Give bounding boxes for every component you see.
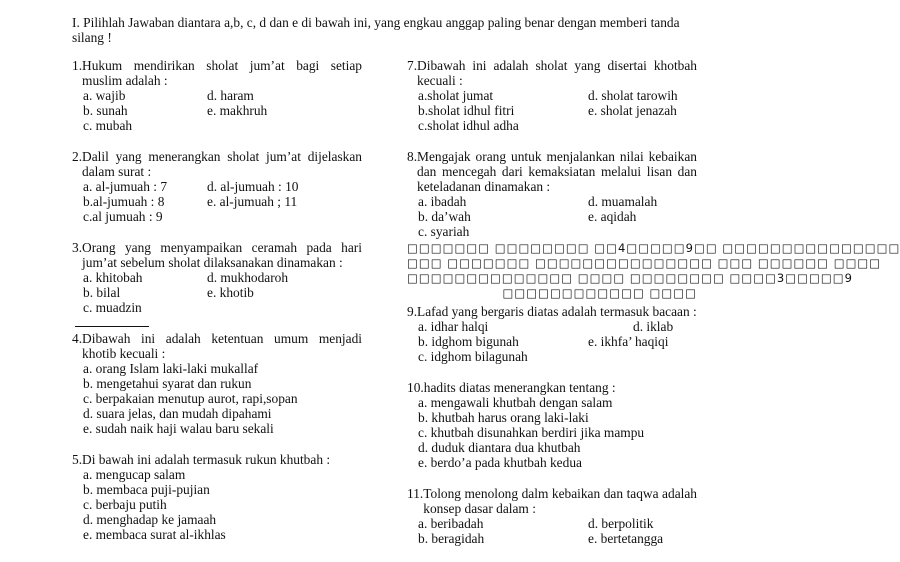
option-b[interactable]: b. bilal xyxy=(83,285,121,300)
option-b[interactable]: b.sholat idhul fitri xyxy=(418,103,515,118)
question-number: 11. xyxy=(407,486,424,501)
arabic-line: □□□ □□□□□□□ □□□□□□□□□□□□□□□ □□□ □□□□□□ □□□□ xyxy=(407,256,882,270)
option-b[interactable]: b. membaca puji-pujian xyxy=(83,482,210,497)
option-e[interactable]: e. aqidah xyxy=(588,209,637,224)
option-e[interactable]: e. khotib xyxy=(207,285,254,300)
instruction: I. Pilihlah Jawaban diantara a,b, c, d dan e di bawah ini, yang engkau anggap paling benar dengan memberi tanda silang ! xyxy=(72,15,680,45)
question-number: 3. xyxy=(72,240,83,255)
question-2 xyxy=(72,149,362,224)
option-a[interactable]: a. mengawali khutbah dengan salam xyxy=(418,395,613,410)
question-8 xyxy=(407,149,697,239)
arabic-line: □□□□□□□□□□□□□□ □□□□ □□□□□□□□ □□□□3□□□□□9 xyxy=(407,271,853,285)
option-a[interactable]: a. beribadah xyxy=(418,516,484,531)
option-c[interactable]: c. berpakaian menutup aurot, rapi,sopan xyxy=(83,391,298,406)
option-c[interactable]: c. muadzin xyxy=(83,300,142,315)
question-9 xyxy=(407,304,697,364)
option-b[interactable]: b. khutbah harus orang laki-laki xyxy=(418,410,589,425)
option-b[interactable]: b. idghom bigunah xyxy=(418,334,519,349)
question-text: hadits diatas menerangkan tentang : xyxy=(423,380,616,395)
answer-mark-line xyxy=(75,326,149,327)
option-a[interactable]: a. ibadah xyxy=(418,194,467,209)
option-a[interactable]: a. khitobah xyxy=(83,270,143,285)
question-10 xyxy=(407,380,697,470)
option-c[interactable]: c.al jumuah : 9 xyxy=(83,209,163,224)
question-number: 1. xyxy=(72,58,83,73)
question-number: 10. xyxy=(407,380,424,395)
option-a[interactable]: a. wajib xyxy=(83,88,126,103)
option-a[interactable]: a. al-jumuah : 7 xyxy=(83,179,168,194)
option-a[interactable]: a. mengucap salam xyxy=(83,467,186,482)
option-d[interactable]: d. duduk diantara dua khutbah xyxy=(418,440,581,455)
option-d[interactable]: d. al-jumuah : 10 xyxy=(207,179,299,194)
option-d[interactable]: d. berpolitik xyxy=(588,516,654,531)
option-b[interactable]: b. sunah xyxy=(83,103,128,118)
arabic-hadith-text xyxy=(407,241,900,301)
question-7 xyxy=(407,58,697,133)
question-text: Dibawah ini adalah ketentuan umum menjadi khotib kecuali : xyxy=(82,331,362,361)
option-e[interactable]: e. al-jumuah ; 11 xyxy=(207,194,298,209)
option-a[interactable]: a. orang Islam laki-laki mukallaf xyxy=(83,361,259,376)
option-c[interactable]: c.sholat idhul adha xyxy=(418,118,519,133)
option-b[interactable]: b. da’wah xyxy=(418,209,471,224)
question-4 xyxy=(72,331,362,436)
arabic-line: □□□□□□□ □□□□□□□□ □□4□□□□□9□□ □□□□□□□□□□□□□□□ xyxy=(407,241,900,255)
option-e[interactable]: e. ikhfa’ haqiqi xyxy=(588,334,669,349)
question-1 xyxy=(72,58,362,133)
option-e[interactable]: e. makhruh xyxy=(207,103,268,118)
question-3 xyxy=(72,240,362,315)
option-b[interactable]: b. beragidah xyxy=(418,531,485,546)
option-d[interactable]: d. sholat tarowih xyxy=(588,88,678,103)
option-d[interactable]: d. menghadap ke jamaah xyxy=(83,512,217,527)
question-text: Orang yang menyampaikan ceramah pada hari jum’at sebelum sholat dilaksanakan dinamakan : xyxy=(82,240,362,270)
option-e[interactable]: e. sholat jenazah xyxy=(588,103,677,118)
question-number: 7. xyxy=(407,58,418,73)
question-number: 8. xyxy=(407,149,418,164)
option-e[interactable]: e. membaca surat al-ikhlas xyxy=(83,527,226,542)
question-text: Lafad yang bergaris diatas adalah termasuk bacaan : xyxy=(417,304,697,319)
question-text: Tolong menolong dalm kebaikan dan taqwa adalah konsep dasar dalam : xyxy=(423,486,697,516)
question-number: 5. xyxy=(72,452,83,467)
question-text: Dibawah ini adalah sholat yang disertai khotbah kecuali : xyxy=(417,58,697,88)
question-number: 2. xyxy=(72,149,83,164)
question-number: 4. xyxy=(72,331,83,346)
option-e[interactable]: e. sudah naik haji walau baru sekali xyxy=(83,421,274,436)
left-column xyxy=(72,58,362,558)
question-11 xyxy=(407,486,697,546)
option-d[interactable]: d. muamalah xyxy=(588,194,658,209)
arabic-line: □□□□□□□□□□□□ □□□□ xyxy=(502,286,697,300)
question-5 xyxy=(72,452,362,542)
question-text: Di bawah ini adalah termasuk rukun khutbah : xyxy=(82,452,331,467)
option-c[interactable]: c. syariah xyxy=(418,224,470,239)
right-column xyxy=(407,58,900,562)
option-a[interactable]: a.sholat jumat xyxy=(418,88,494,103)
option-e[interactable]: e. berdo’a pada khutbah kedua xyxy=(418,455,582,470)
option-e[interactable]: e. bertetangga xyxy=(588,531,664,546)
question-text: Dalil yang menerangkan sholat jum’at dijelaskan dalam surat : xyxy=(82,149,362,179)
option-a[interactable]: a. idhar halqi xyxy=(418,319,489,334)
option-c[interactable]: c. khutbah disunahkan berdiri jika mampu xyxy=(418,425,645,440)
question-text: Mengajak orang untuk menjalankan nilai kebaikan dan mencegah dari kemaksiatan melalui lisan dan keteladanan dinamakan : xyxy=(417,149,697,194)
option-c[interactable]: c. mubah xyxy=(83,118,133,133)
option-d[interactable]: d. iklab xyxy=(633,319,674,334)
option-d[interactable]: d. mukhodaroh xyxy=(207,270,289,285)
option-d[interactable]: d. haram xyxy=(207,88,254,103)
option-c[interactable]: c. idghom bilagunah xyxy=(418,349,528,364)
option-b[interactable]: b.al-jumuah : 8 xyxy=(83,194,165,209)
option-d[interactable]: d. suara jelas, dan mudah dipahami xyxy=(83,406,272,421)
option-b[interactable]: b. mengetahui syarat dan rukun xyxy=(83,376,252,391)
question-number: 9. xyxy=(407,304,418,319)
option-c[interactable]: c. berbaju putih xyxy=(83,497,167,512)
question-text: Hukum mendirikan sholat jum’at bagi setiap muslim adalah : xyxy=(82,58,362,88)
